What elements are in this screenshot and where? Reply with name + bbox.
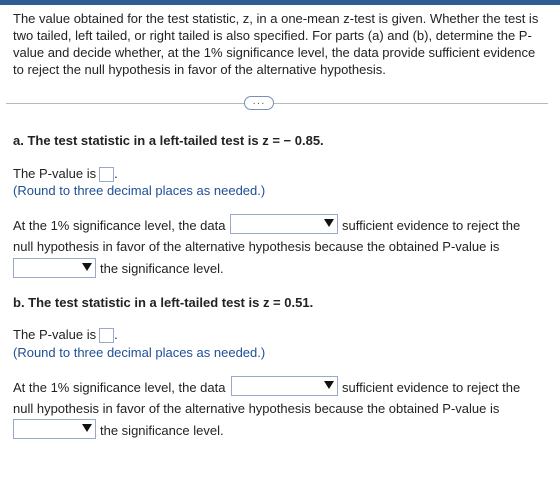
part-b-pvalue-suffix: . [114, 327, 118, 342]
part-b-rounding-hint: (Round to three decimal places as needed.) [13, 345, 266, 360]
ellipsis-icon: ··· [252, 97, 266, 109]
part-a-conclusion-after: sufficient evidence to reject the [342, 218, 521, 233]
chevron-down-icon [82, 424, 92, 432]
part-b-evidence-dropdown[interactable] [231, 376, 338, 396]
part-b-pvalue-row [13, 327, 118, 343]
part-b-pvalue-input[interactable] [99, 328, 114, 343]
part-b-conclusion-line2: null hypothesis in favor of the alternative hypothesis because the obtained P-value is [13, 401, 500, 416]
part-a-conclusion-start: At the 1% significance level, the data [13, 218, 226, 233]
expand-more-button[interactable] [244, 96, 274, 110]
part-a-evidence-dropdown[interactable] [230, 214, 338, 234]
part-a-pvalue-row [13, 166, 118, 182]
chevron-down-icon [82, 263, 92, 271]
part-a-heading: a. The test statistic in a left-tailed test is z = − 0.85. [13, 133, 324, 148]
part-a-pvalue-label: The P-value is [13, 166, 97, 181]
part-b-conclusion-start: At the 1% significance level, the data [13, 380, 226, 395]
part-b-conclusion-after: sufficient evidence to reject the [342, 380, 521, 395]
part-b-conclusion-end: the significance level. [100, 423, 224, 438]
chevron-down-icon [324, 381, 334, 389]
part-a-conclusion-line2: null hypothesis in favor of the alternative hypothesis because the obtained P-value is [13, 239, 500, 254]
part-b-heading: b. The test statistic in a left-tailed test is z = 0.51. [13, 295, 314, 310]
part-a-comparison-dropdown[interactable] [13, 258, 96, 278]
part-a-pvalue-suffix: . [114, 166, 118, 181]
chevron-down-icon [324, 219, 334, 227]
section-divider [6, 103, 548, 104]
part-a-conclusion-end: the significance level. [100, 261, 224, 276]
part-b-comparison-dropdown[interactable] [13, 419, 96, 439]
top-rule [0, 0, 560, 5]
part-a-pvalue-input[interactable] [99, 167, 114, 182]
part-b-pvalue-label: The P-value is [13, 327, 97, 342]
part-a-rounding-hint: (Round to three decimal places as needed.) [13, 183, 266, 198]
question-intro: The value obtained for the test statistic, z, in a one-mean z-test is given. Whether the test is two tailed, left tailed, or right tailed is also specified. For parts (a) and (b), determine the P-value and decide whether, at the 1% significance level, the data provide sufficient evidence to reject the null hypothesis in favor of the alternative hypothesis. [13, 11, 539, 77]
